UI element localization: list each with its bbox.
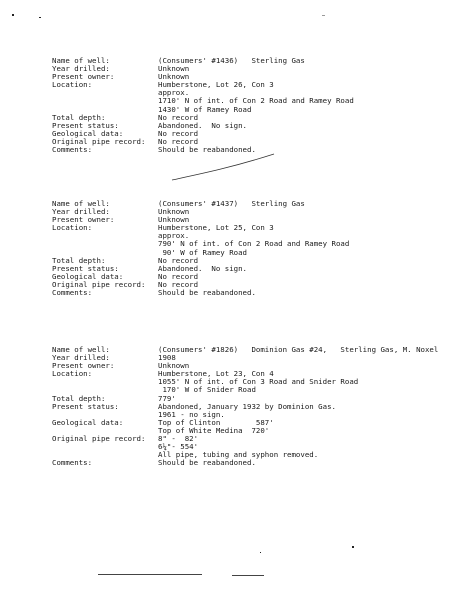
field-value-line: All pipe, tubing and syphon removed. [158,450,319,460]
well-record-1436 [52,57,442,154]
field-label: Year drilled: [52,64,110,74]
field-present-status [52,403,442,419]
field-label: Present status: [52,263,119,273]
scan-speck [352,546,354,548]
field-value-line: approx. [158,88,190,98]
field-label: Present status: [52,401,119,411]
field-original-pipe-record [52,435,442,459]
field-label: Present owner: [52,361,115,371]
field-value: Should be reabandoned. [158,145,256,155]
field-value: No record [158,255,199,265]
field-value-line: Top of White Medina 720' [158,425,270,435]
field-label: Total depth: [52,112,106,122]
field-value: Abandoned. No sign. [158,263,247,273]
field-label: Present owner: [52,72,115,82]
field-value-line: 1961 - no sign. [158,409,225,419]
field-value: (Consumers' #1826) Dominion Gas #24, Sterling Gas, M. Noxel [158,345,439,354]
field-value: Unknown [158,207,190,217]
field-label: Year drilled: [52,207,110,217]
field-label: Name of well: [52,345,110,354]
field-label: Total depth: [52,393,106,403]
field-value-line: 1430' W of Ramey Road [158,104,252,114]
field-location [52,81,442,113]
field-label: Location: [52,369,93,379]
well-record-1437 [52,200,442,297]
field-value: Unknown [158,64,190,74]
page-bottom-rule [232,575,264,576]
field-label: Comments: [52,145,93,155]
field-geological-data [52,419,442,435]
field-value-line: Humberstone, Lot 25, Con 3 [158,223,274,233]
page-bottom-rule [98,574,202,575]
field-value-line: 1710' N of int. of Con 2 Road and Ramey Road [158,96,354,106]
field-label: Present owner: [52,215,115,225]
field-value: Unknown [158,72,190,82]
field-label: Name of well: [52,199,110,208]
scan-speck [260,552,261,553]
field-label: Year drilled: [52,353,110,363]
field-label: Comments: [52,458,93,468]
field-value-line: 790' N of int. of Con 2 Road and Ramey Road [158,239,350,249]
field-value: (Consumers' #1437) Sterling Gas [158,199,305,208]
field-value-line: Top of Clinton 587' [158,417,274,427]
field-value-line: Humberstone, Lot 23, Con 4 [158,369,274,379]
field-value-line: 1055' N of int. of Con 3 Road and Snider Road [158,377,359,387]
field-label: Comments: [52,288,93,298]
field-value: 1908 [158,353,176,363]
field-value: Should be reabandoned. [158,288,256,298]
scan-speck [12,14,14,16]
field-label: Location: [52,80,93,90]
field-value-line: 90' W of Ramey Road [158,247,247,257]
field-label: Geological data: [52,271,124,281]
field-value: 779' [158,393,176,403]
field-label: Geological data: [52,417,124,427]
field-value: No record [158,112,199,122]
field-value: No record [158,271,199,281]
field-location [52,370,442,394]
field-value: Unknown [158,215,190,225]
field-comments [52,459,442,467]
field-label: Present status: [52,120,119,130]
field-value: Abandoned. No sign. [158,120,247,130]
field-label: Original pipe record: [52,279,146,289]
field-value: Unknown [158,361,190,371]
field-label: Total depth: [52,255,106,265]
field-label: Name of well: [52,56,110,65]
scan-speck [39,17,41,18]
field-value: No record [158,136,199,146]
scan-speck [322,15,325,16]
field-value-line: Abandoned, January 1932 by Dominion Gas. [158,401,336,411]
well-record-1826 [52,346,442,467]
field-label: Geological data: [52,128,124,138]
field-comments [52,289,442,297]
field-label: Location: [52,223,93,233]
field-value-line: Humberstone, Lot 26, Con 3 [158,80,274,90]
field-comments [52,146,442,154]
field-value-line: 6¼"- 554' [158,442,199,452]
field-name-of-well [52,200,442,208]
field-value-line: 8" - 82' [158,434,199,444]
field-value: (Consumers' #1436) Sterling Gas [158,56,305,65]
pen-stroke-mark [170,152,280,182]
field-value-line: approx. [158,231,190,241]
field-value: Should be reabandoned. [158,458,256,468]
field-location [52,224,442,256]
field-label: Original pipe record: [52,136,146,146]
field-value: No record [158,279,199,289]
field-name-of-well [52,346,442,354]
field-value: No record [158,128,199,138]
field-value-line: 170' W of Snider Road [158,385,256,395]
field-name-of-well [52,57,442,65]
field-label: Original pipe record: [52,434,146,444]
